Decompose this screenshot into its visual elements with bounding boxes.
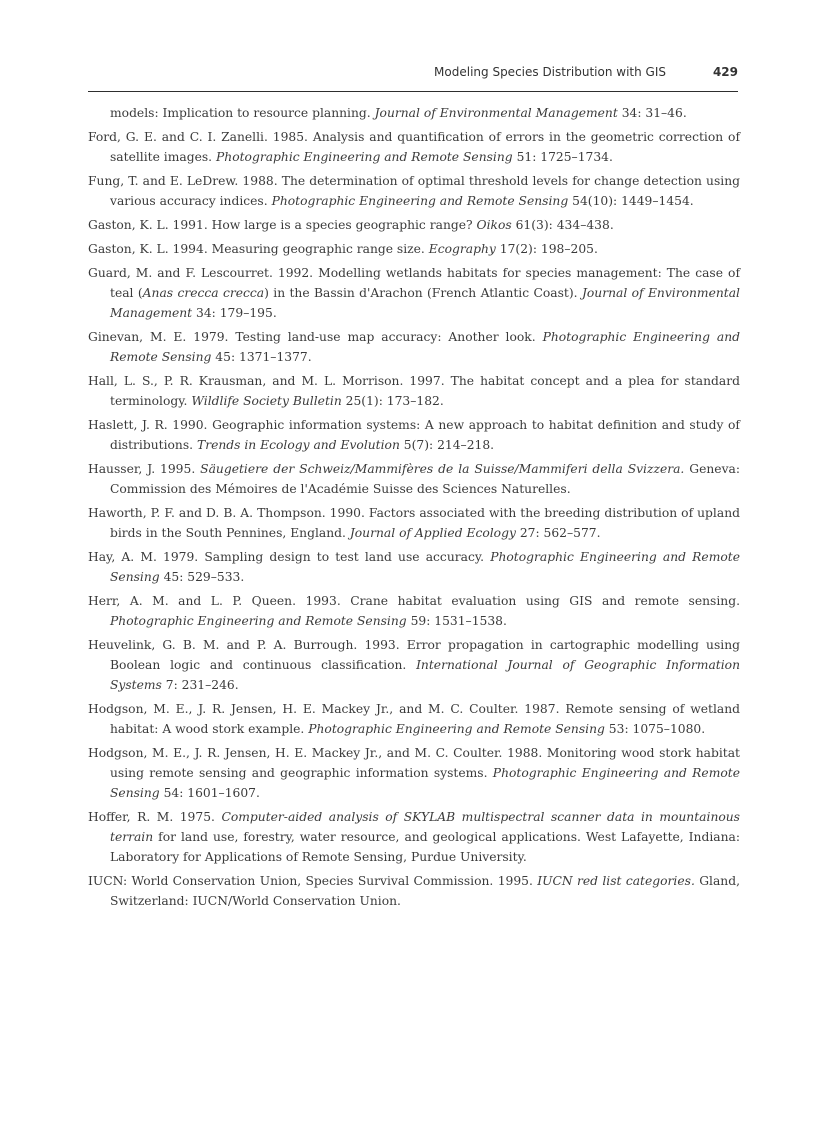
reference-entry: Gaston, K. L. 1991. How large is a species geographic range? Oikos 61(3): 434–438. bbox=[88, 218, 614, 232]
page-header bbox=[88, 61, 738, 92]
reference-entry: Gaston, K. L. 1994. Measuring geographic range size. Ecography 17(2): 198–205. bbox=[88, 242, 598, 256]
running-head: Modeling Species Distribution with GIS bbox=[434, 65, 666, 79]
reference-entry: Hay, A. M. 1979. Sampling design to test land use accuracy. Photographic Engineering and Remote Sensing 45: 529–533. bbox=[88, 550, 740, 584]
reference-entry: Guard, M. and F. Lescourret. 1992. Modelling wetlands habitats for species management: The case of teal (Anas crecca crecca) in the Bassin d'Arachon (French Atlantic Coast). Journal of Environmental Management 34: 179–195. bbox=[88, 266, 740, 320]
reference-entry: Haworth, P. F. and D. B. A. Thompson. 1990. Factors associated with the breeding distribution of upland birds in the South Pennines, England. Journal of Applied Ecology 27: 562–577. bbox=[88, 506, 740, 540]
reference-entry: Haslett, J. R. 1990. Geographic information systems: A new approach to habitat definition and study of distributions. Trends in Ecology and Evolution 5(7): 214–218. bbox=[88, 418, 740, 452]
reference-entry: Hausser, J. 1995. Säugetiere der Schweiz/Mammifères de la Suisse/Mammiferi della Svizzera. Geneva: Commission des Mémoires de l'Académie Suisse des Sciences Naturelles. bbox=[88, 462, 740, 496]
reference-entry: Fung, T. and E. LeDrew. 1988. The determination of optimal threshold levels for change detection using various accuracy indices. Photographic Engineering and Remote Sensing 54(10): 1449–1454. bbox=[88, 174, 740, 208]
reference-entry: Heuvelink, G. B. M. and P. A. Burrough. 1993. Error propagation in cartographic modelling using Boolean logic and continuous classification. International Journal of Geographic Information Systems 7: 231–246. bbox=[88, 638, 740, 692]
reference-list bbox=[88, 103, 740, 915]
reference-entry: Herr, A. M. and L. P. Queen. 1993. Crane habitat evaluation using GIS and remote sensing. Photographic Engineering and Remote Sensing 59: 1531–1538. bbox=[88, 594, 740, 628]
reference-entry: models: Implication to resource planning. Journal of Environmental Management 34: 31–46. bbox=[110, 106, 687, 120]
reference-entry: Hodgson, M. E., J. R. Jensen, H. E. Mackey Jr., and M. C. Coulter. 1987. Remote sensing of wetland habitat: A wood stork example. Photographic Engineering and Remote Sensing 53: 1075–1080. bbox=[88, 702, 740, 736]
reference-entry: IUCN: World Conservation Union, Species Survival Commission. 1995. IUCN red list categories. Gland, Switzerland: IUCN/World Conservation Union. bbox=[88, 874, 740, 908]
page-number: 429 bbox=[712, 65, 738, 79]
reference-entry: Hall, L. S., P. R. Krausman, and M. L. Morrison. 1997. The habitat concept and a plea for standard terminology. Wildlife Society Bulletin 25(1): 173–182. bbox=[88, 374, 740, 408]
reference-entry: Hoffer, R. M. 1975. Computer-aided analysis of SKYLAB multispectral scanner data in mountainous terrain for land use, forestry, water resource, and geological applications. West Lafayette, Indiana: Laboratory for Applications of Remote Sensing, Purdue University. bbox=[88, 810, 740, 864]
reference-entry: Ford, G. E. and C. I. Zanelli. 1985. Analysis and quantification of errors in the geometric correction of satellite images. Photographic Engineering and Remote Sensing 51: 1725–1734. bbox=[88, 130, 740, 164]
reference-entry: Ginevan, M. E. 1979. Testing land-use map accuracy: Another look. Photographic Engineering and Remote Sensing 45: 1371–1377. bbox=[88, 330, 740, 364]
reference-entry: Hodgson, M. E., J. R. Jensen, H. E. Mackey Jr., and M. C. Coulter. 1988. Monitoring wood stork habitat using remote sensing and geographic information systems. Photographic Engineering and Remote Sensing 54: 1601–1607. bbox=[88, 746, 740, 800]
